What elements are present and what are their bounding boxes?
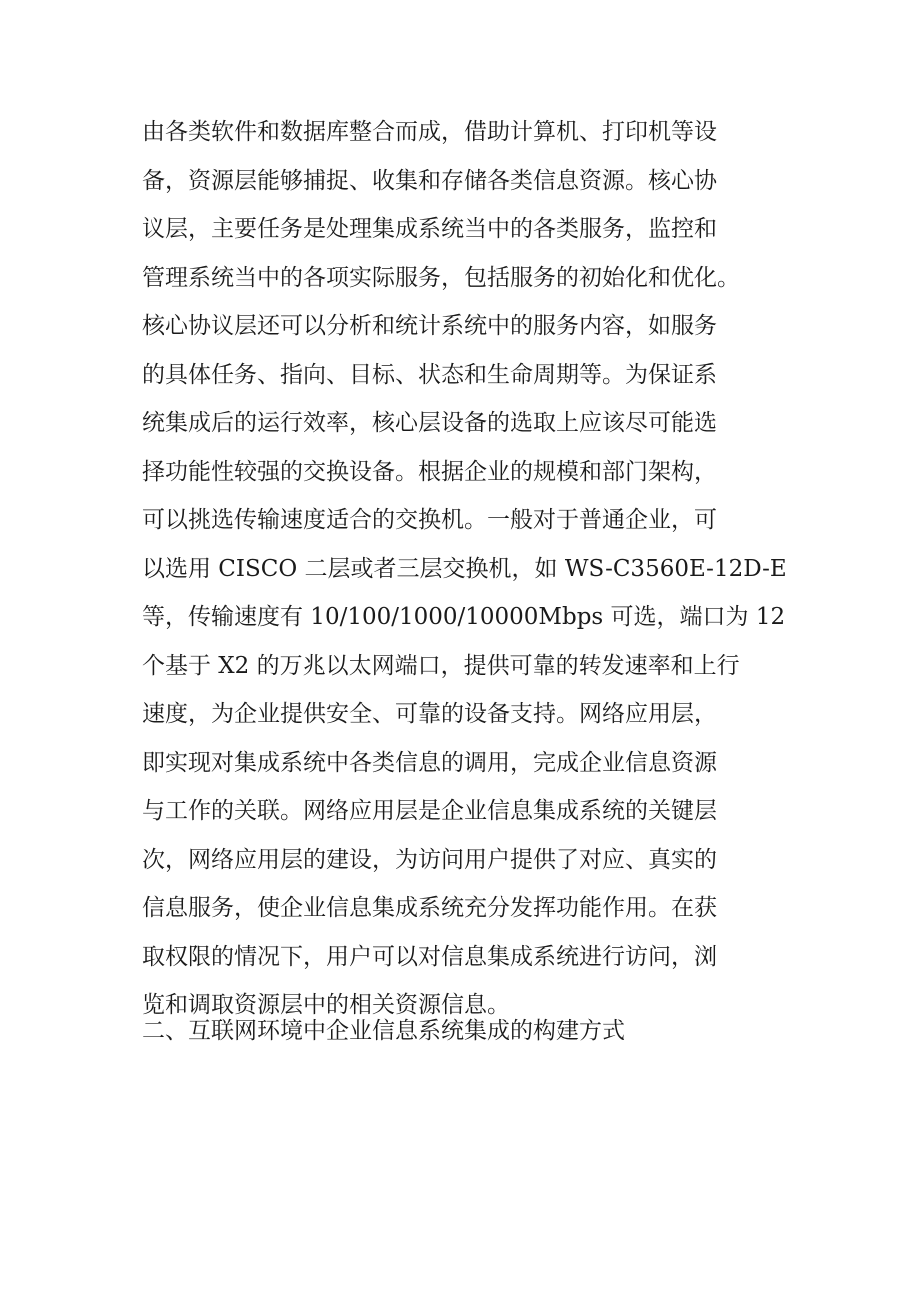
paragraph-line: 核心协议层还可以分析和统计系统中的服务内容，如服务: [142, 313, 717, 339]
paragraph-line: 备，资源层能够捕捉、收集和存储各类信息资源。核心协: [142, 167, 717, 194]
body-paragraph: [142, 108, 787, 1030]
section-heading: 二、互联网环境中企业信息系统集成的构建方式: [142, 1018, 625, 1044]
paragraph-line: 信息服务，使企业信息集成系统充分发挥功能作用。在获: [142, 895, 717, 921]
paragraph-line: 统集成后的运行效率，核心层设备的选取上应该尽可能选: [142, 410, 717, 436]
paragraph-line: 管理系统当中的各项实际服务，包括服务的初始化和优化。: [142, 264, 740, 291]
paragraph-line: 速度，为企业提供安全、可靠的设备支持。网络应用层，: [142, 701, 717, 727]
paragraph-line: 即实现对集成系统中各类信息的调用，完成企业信息资源: [142, 749, 717, 776]
paragraph-line: 以选用 CISCO 二层或者三层交换机，如 WS-C3560E-12D-E: [142, 555, 787, 582]
paragraph-line: 等，传输速度有 10/100/1000/10000Mbps 可选，端口为 12: [142, 604, 786, 630]
paragraph-line: 次，网络应用层的建设，为访问用户提供了对应、真实的: [142, 846, 717, 873]
paragraph-line: 择功能性较强的交换设备。根据企业的规模和部门架构，: [142, 458, 717, 485]
paragraph-line: 览和调取资源层中的相关资源信息。: [142, 992, 510, 1018]
paragraph-line: 议层，主要任务是处理集成系统当中的各类服务，监控和: [142, 216, 717, 242]
paragraph-line: 个基于 X2 的万兆以太网端口，提供可靠的转发速率和上行: [142, 652, 740, 679]
paragraph-line: 的具体任务、指向、目标、状态和生命周期等。为保证系: [142, 361, 717, 388]
paragraph-line: 取权限的情况下，用户可以对信息集成系统进行访问，浏: [142, 943, 717, 970]
paragraph-line: 与工作的关联。网络应用层是企业信息集成系统的关键层: [142, 798, 717, 824]
paragraph-line: 由各类软件和数据库整合而成，借助计算机、打印机等设: [142, 119, 717, 145]
paragraph-line: 可以挑选传输速度适合的交换机。一般对于普通企业，可: [142, 507, 717, 533]
